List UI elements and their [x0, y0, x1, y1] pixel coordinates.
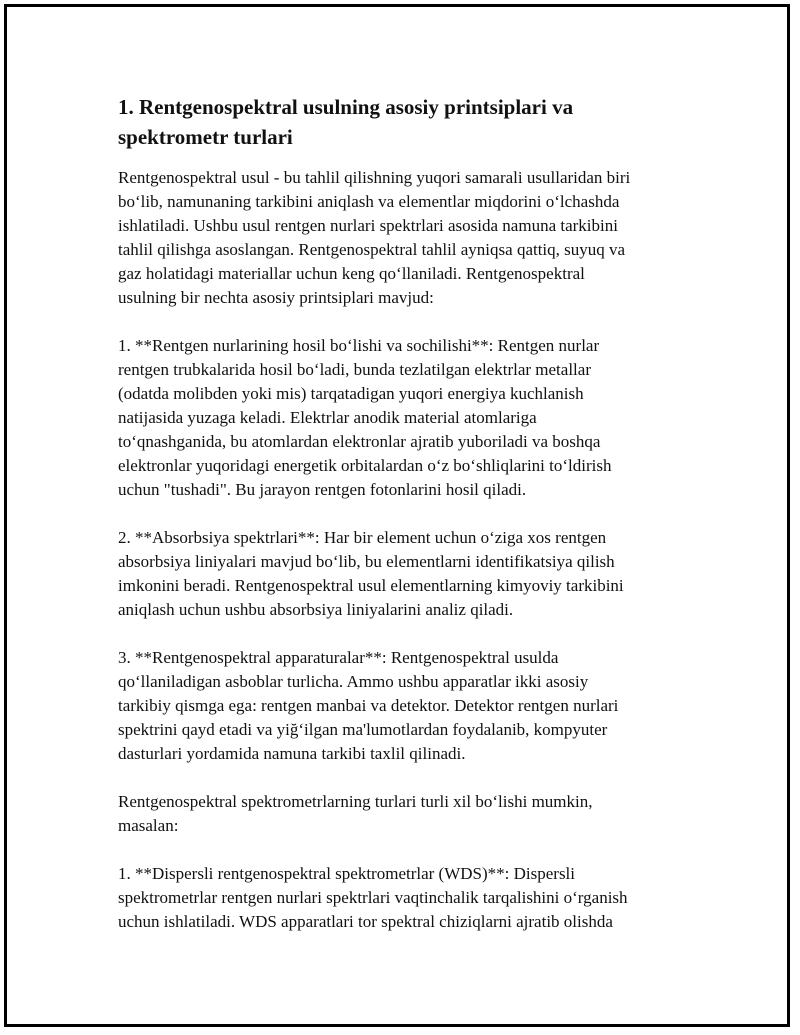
paragraph-type-1: 1. **Dispersli rentgenospektral spektrometrlar (WDS)**: Dispersli spektrometrlar rentgen nurlari spektrlari vaqtinchalik tarqalishini o‘rganish uchun ishlatiladi. WDS apparatlari tor spektral chiziqlarni ajratib olishda [118, 864, 628, 931]
paragraph-principle-3: 3. **Rentgenospektral apparaturalar**: Rentgenospektral usulda qo‘llaniladigan asboblar turlicha. Ammo ushbu apparatlar ikki asosiy tarkibiy qismga ega: rentgen manbai va detektor. Detektor rentgen nurlari spektrini qayd etadi va yiğ‘ilgan ma'lumotlardan foydalanib, kompyuter dasturlari yordamida namuna tarkibi taxlil qilinadi. [118, 648, 619, 763]
paragraph-principle-2: 2. **Absorbsiya spektrlari**: Har bir element uchun o‘ziga xos rentgen absorbsiya liniyalari mavjud bo‘lib, bu elementlarni identifikatsiya qilish imkonini beradi. Rentgenospektral usul elementlarning kimyoviy tarkibini aniqlash uchun ushbu absorbsiya liniyalarini analiz qiladi. [118, 528, 624, 619]
document-title: 1. Rentgenospektral usulning asosiy printsiplari va spektrometr turlari [118, 95, 574, 149]
paragraph-intro: Rentgenospektral usul - bu tahlil qilishning yuqori samarali usullaridan biri bo‘lib, namunaning tarkibini aniqlash va elementlar miqdorini o‘lchashda ishlatiladi. Ushbu usul rentgen nurlari spektrlari asosida namuna tarkibini tahlil qilishga asoslangan. Rentgenospektral tahlil ayniqsa qattiq, suyuq va gaz holatidagi materiallar uchun keng qo‘llaniladi. Rentgenospektral usulning bir nechta asosiy printsiplari mavjud: [118, 168, 631, 307]
paragraph-types-intro: Rentgenospektral spektrometrlarning turlari turli xil bo‘lishi mumkin, masalan: [118, 792, 593, 835]
paragraph-principle-1: 1. **Rentgen nurlarining hosil bo‘lishi va sochilishi**: Rentgen nurlar rentgen trubkalarida hosil bo‘ladi, bunda tezlatilgan elektrlar metallar (odatda molibden yoki mis) tarqatadigan yuqori energiya kuchlanish natijasida yuzaga keladi. Elektrlar anodik material atomlariga to‘qnashganida, bu atomlardan elektronlar ajratib yuboriladi va boshqa elektronlar yuqoridagi energetik orbitalardan o‘z bo‘shliqlarini to‘ldirish uchun "tushadi". Bu jarayon rentgen fotonlarini hosil qiladi. [118, 336, 612, 499]
document-body [118, 92, 678, 958]
